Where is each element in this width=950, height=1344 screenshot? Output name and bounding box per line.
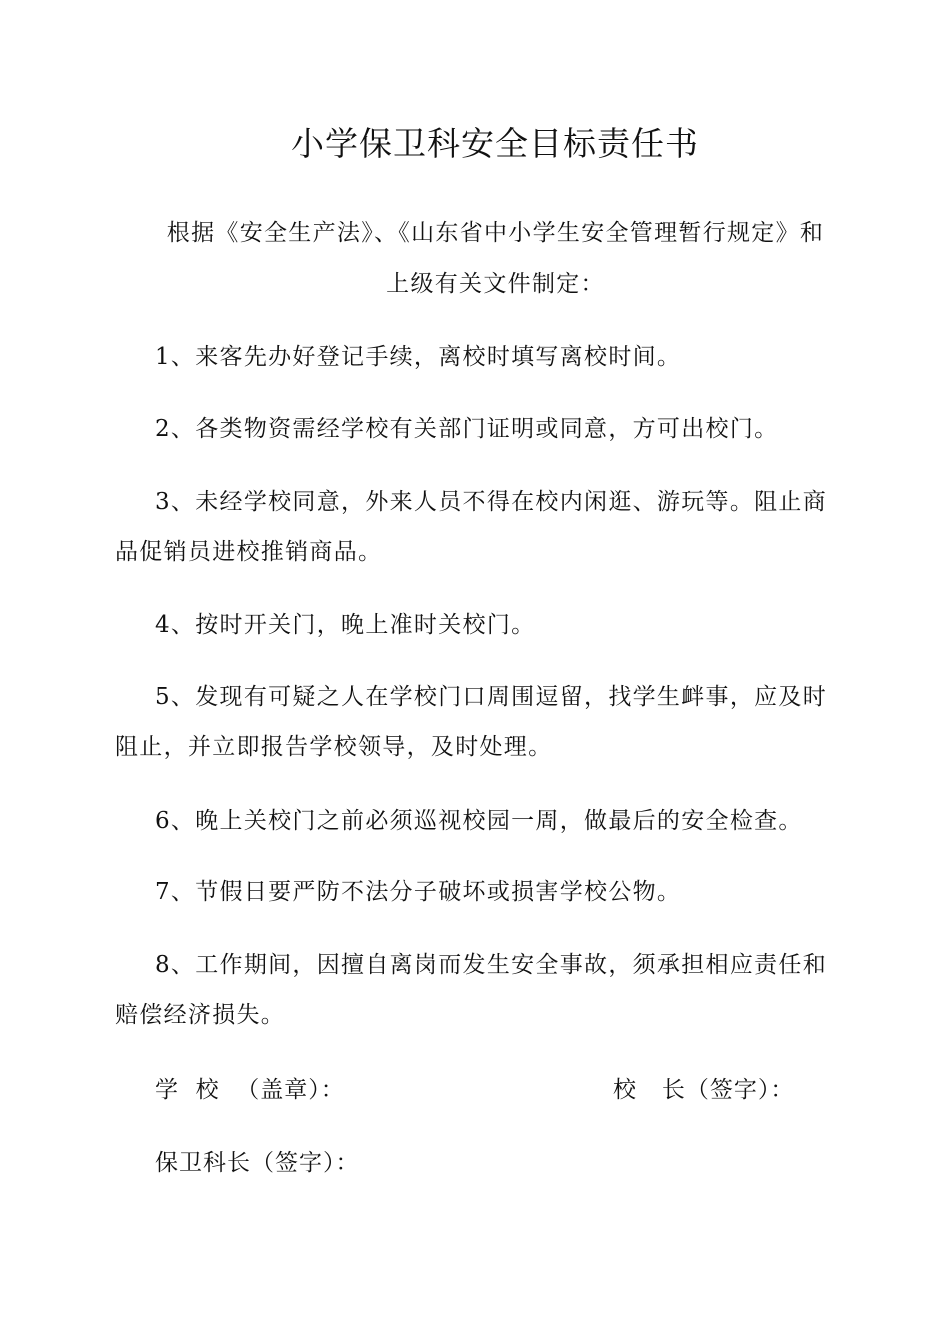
item-6: 6、晚上关校门之前必须巡视校园一周，做最后的安全检查。 bbox=[155, 808, 803, 834]
security-chief-signature-label: 保卫科长（签字）： bbox=[155, 1150, 360, 1176]
item-4: 4、按时开关门，晚上准时关校门。 bbox=[155, 612, 536, 638]
item-3: 3、未经学校同意，外来人员不得在校内闲逛、游玩等。阻止商品促销员进校推销商品。 bbox=[115, 489, 828, 565]
item-1: 1、来客先办好登记手续，离校时填写离校时间。 bbox=[155, 344, 682, 370]
school-seal-label: 学 校 （盖章）： bbox=[155, 1077, 345, 1103]
item-8: 8、工作期间，因擅自离岗而发生安全事故，须承担相应责任和赔偿经济损失。 bbox=[115, 952, 828, 1028]
item-2: 2、各类物资需经学校有关部门证明或同意，方可出校门。 bbox=[155, 416, 779, 442]
item-5: 5、发现有可疑之人在学校门口周围逗留，找学生衅事，应及时阻止，并立即报告学校领导，及时处理。 bbox=[115, 684, 828, 760]
intro-line-1: 根据《安全生产法》、《山东省中小学生安全管理暂行规定》和 bbox=[166, 220, 825, 246]
intro-line-2: 上级有关文件制定： bbox=[386, 271, 605, 297]
item-7: 7、节假日要严防不法分子破坏或损害学校公物。 bbox=[155, 879, 682, 905]
principal-signature-label: 校 长（签字）： bbox=[613, 1077, 795, 1103]
document-title: 小学保卫科安全目标责任书 bbox=[291, 124, 699, 163]
